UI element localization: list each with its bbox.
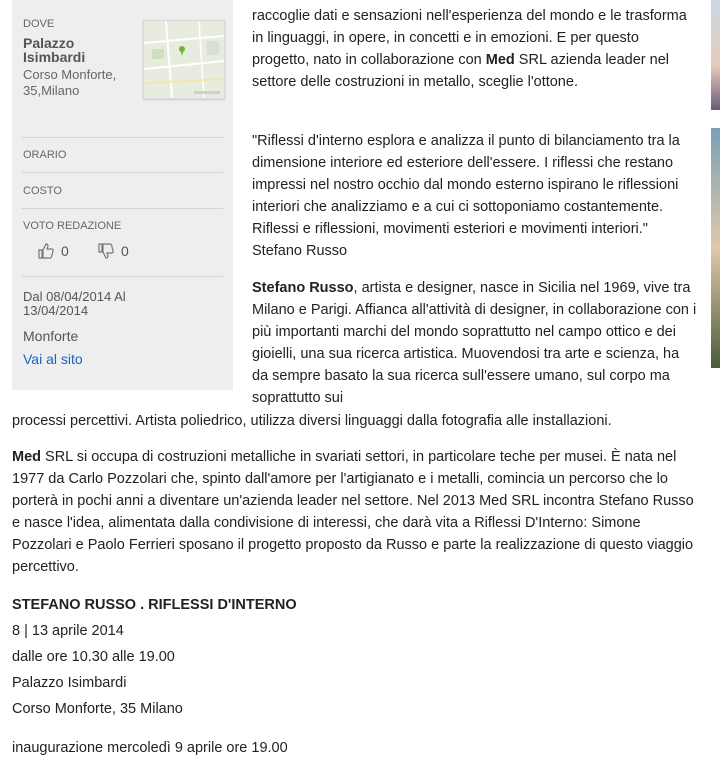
divider: [22, 172, 223, 173]
thumbs-up-icon: [37, 242, 55, 260]
hours-label: ORARIO: [23, 149, 67, 161]
event-dates-detail: 8 | 13 aprile 2014: [12, 623, 124, 639]
paragraph-text: SRL si occupa di costruzioni metalliche in svariati settori, in particolare teche per musei. È nata nel 1977 da Carlo Pozzolari che, spinto dall'amore per l'artigianato e i metalli, comincia un percorso che lo porterà in pochi anni a diventare un'azienda leader nel settore. Nel 2013 Med SRL incontra Stefano Russo e nasce l'idea, alimentata dalla condivisione di interessi, che darà vita a Riflessi D'Interno: Simone Pozzolari e Paolo Ferrieri sposano il progetto proposto da Russo e parte la realizzazione di questo viaggio percettivo.: [12, 449, 694, 575]
article-paragraph-continued: processi percettivi. Artista poliedrico, utilizza diversi linguaggi dalla fotografia alle installazioni.: [12, 413, 612, 429]
dislike-count: 0: [121, 243, 129, 259]
side-banner-image[interactable]: [711, 128, 720, 368]
divider: [22, 276, 223, 277]
event-title: STEFANO RUSSO . RIFLESSI D'INTERNO: [12, 597, 297, 613]
event-dates: Dal 08/04/2014 Al 13/04/2014: [23, 289, 126, 318]
map-image: [144, 21, 224, 98]
venue-name: Monforte: [23, 328, 79, 344]
side-banner-image[interactable]: [711, 0, 720, 110]
thumbs-down-icon: [97, 242, 115, 260]
artist-quote: "Riflessi d'interno esplora e analizza il punto di bilanciamento tra la dimensione interiore ed esteriore dell'essere. I riflessi che restano impressi nel nostro occhio dal mondo esterno ispirano le riflessioni interiori che analizziamo e a cui ci sottoponiamo costantemente. Riflessi e riflessioni, movimenti esteriori e movimenti interiori." Stefano Russo: [252, 133, 680, 259]
event-hours: dalle ore 10.30 alle 19.00: [12, 649, 175, 665]
event-place: Palazzo Isimbardi: [12, 675, 127, 691]
visit-site-link[interactable]: Vai al sito: [23, 351, 83, 367]
divider: [22, 137, 223, 138]
where-label: DOVE: [23, 18, 55, 30]
brand-name: Med: [485, 52, 515, 68]
event-opening: inaugurazione mercoledì 9 aprile ore 19.00: [12, 740, 288, 756]
location-map-thumbnail[interactable]: [143, 20, 225, 99]
divider: [22, 208, 223, 209]
brand-name: Med: [12, 449, 41, 465]
like-count: 0: [61, 243, 69, 259]
like-button[interactable]: [37, 242, 69, 260]
paragraph-text: raccoglie dati e sensazioni nell'esperienza del mondo e le trasforma in linguaggi, in opere, in concetti e in emozioni. E per questo progetto, nato in collaborazione con: [252, 8, 687, 68]
artist-name: Stefano Russo: [252, 280, 354, 296]
article-paragraph: [12, 446, 702, 578]
article-paragraph: [252, 277, 697, 409]
event-info-sidebar: [12, 0, 233, 390]
event-address: Corso Monforte, 35 Milano: [12, 701, 183, 717]
cost-label: COSTO: [23, 185, 62, 197]
paragraph-text: SRL azienda leader nel settore delle costruzioni in metallo, sceglie l'ottone.: [252, 52, 670, 90]
paragraph-text: , artista e designer, nasce in Sicilia nel 1969, vive tra Milano e Parigi. Affianca all'attività di designer, in collaborazione con i più importanti marchi del mondo soprattutto nel campo ottico e dei gioielli, una sua ricerca artistica. Muovendosi tra arte e scienza, ha da sempre basato la sua ricerca sull'essere umano, sul corpo ma soprattutto sui: [252, 280, 697, 406]
dislike-button[interactable]: [97, 242, 129, 260]
rating-label: VOTO REDAZIONE: [23, 220, 122, 232]
place-name: Palazzo Isimbardi: [23, 35, 86, 65]
place-address: Corso Monforte, 35,Milano: [23, 67, 117, 98]
article-paragraph: [252, 5, 692, 93]
